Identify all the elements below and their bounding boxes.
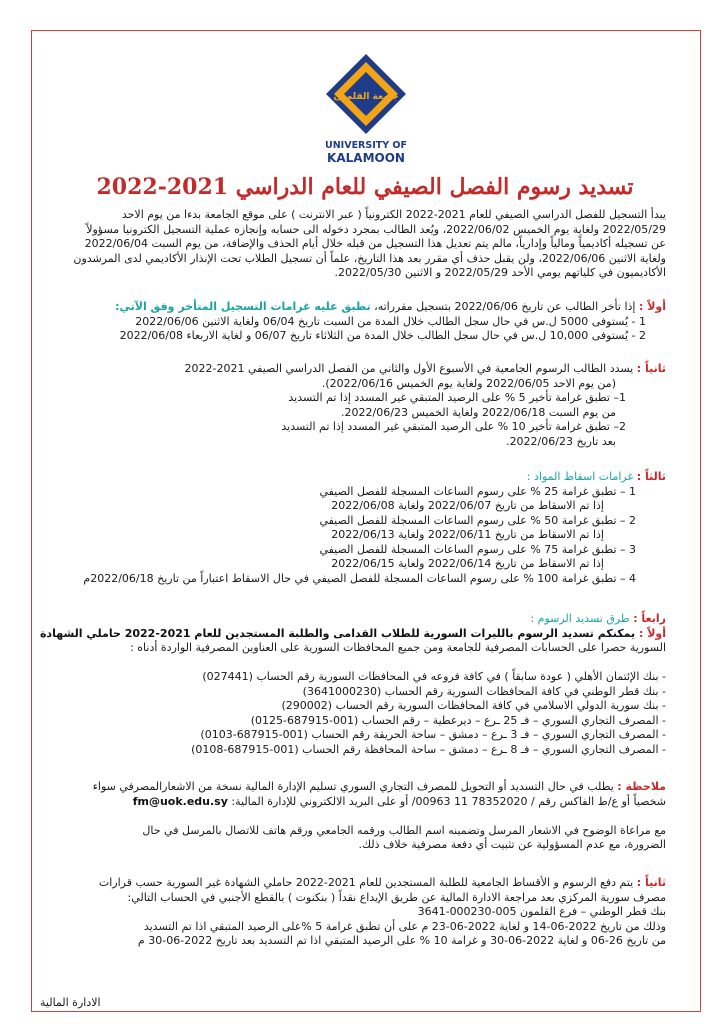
logo-line2: KALAMOON (327, 151, 405, 164)
intro-line: يبدأ التسجيل للفصل الدراسي الصيفي للعام 2021-2022 الكترونياً ( عبر الانترنت ) على موقع الجامعة بدءا من يوم الاحد (121, 208, 666, 221)
list-item: 1 – تطبق غرامة 25 % على رسوم الساعات المسجلة للفصل الصيفي (319, 484, 636, 498)
list-item: 2 - يُستوفى 10,000 ل.س في حال سجل الطالب خلال المدة من الثلاثاء تاريخ 06/07 و لغاية الاربعاء 2022/06/08 (119, 329, 646, 342)
section-text: وذلك من تاريخ 2022-06-14 و لغاية 2022-06-23 م على أن تطبق غرامة 5 %على الرصيد المتبقي اذا تم التسديد (143, 919, 666, 933)
page-title: تسديد رسوم الفصل الصيفي للعام الدراسي 2021-2022 (96, 174, 634, 200)
bank-item: - المصرف التجاري السوري – فـ 3 ـرع – دمشق – ساحة الحريقة رقم الحساب (001-687915-0103) (200, 728, 666, 741)
section-text: إذا تأخر الطالب عن تاريخ 2022/06/06 بتسجيل مقرراته، (374, 300, 636, 313)
section-label: أولاً : (638, 300, 666, 313)
section-fourth (39, 612, 666, 757)
subsection-label: أولاً : (638, 626, 666, 640)
subsection-label: ثانياً : (636, 876, 666, 889)
university-logo (318, 52, 414, 164)
section-second (56, 362, 666, 449)
email-link[interactable]: fm@uok.edu.sy (132, 794, 228, 808)
section-foreign-payment (56, 876, 666, 949)
section-label: رابعاً : (633, 612, 666, 625)
section-first (56, 300, 666, 344)
section-text: يسدد الطالب الرسوم الجامعية في الأسبوع الأول والثاني من الفصل الدراسي الصيفي 2021-2022 (184, 362, 634, 375)
bank-item: - بنك الإئتمان الأهلي ( عودة سابقاً ) في كافة فروعه في المحافظات السورية رقم الحساب (027441) (202, 670, 666, 683)
section-text: مصرف سورية المركزي بعد مراجعة الادارة المالية عن طريق الإيداع نقداً ( بنكنوت ) بالقطع الأجنبي في الحساب التالي: (127, 890, 666, 904)
list-item: 1– تطبق غرامة تأخير 5 % على الرصيد المتبقي غير المسدد إذا تم التسديد (288, 391, 626, 404)
intro-line: 2022/05/29 ولغاية يوم الخميس 2022/06/02، ويُعد الطالب بمجرد دخوله الى حسابه وإنجازه عملية التسجيل الكترونيا مسؤولاً (86, 222, 666, 236)
intro-line: ولغاية الاثنين 2022/06/06، ولن يقبل حذف أي مقرر بعد هذا التاريخ، علماً أن تسجيل الطلاب تحت الإنذار الأكاديمي لدى المرشدون (73, 251, 666, 265)
highlight-text: تطبق عليه غرامات التسجيل المتأخر وفق الآتي: (115, 300, 371, 313)
note-label: ملاحظة : (617, 780, 666, 793)
intro-paragraph (56, 208, 666, 281)
bank-item: - المصرف التجاري السوري – فـ 8 ـرع – دمشق – ساحة المحافظة رقم الحساب (001-687915-0108) (191, 742, 666, 756)
list-item: من يوم السبت 2022/06/18 ولغاية الخميس 2022/06/23. (341, 405, 616, 419)
note-text: شخصياً أو ع/ط الفاكس رقم / 78352020 11 00963/ أو على البريد الالكتروني للإدارة المالية: (231, 794, 666, 808)
section-label: ثانياً : (636, 362, 666, 375)
logo-emblem (318, 52, 414, 164)
footer-signature: الادارة المالية (40, 996, 101, 1009)
list-item: إذا تم الاسقاط من تاريخ 2022/06/14 ولغاية 2022/06/15 (331, 557, 604, 570)
intro-line: الأكاديميون في كلياتهم يومي الأحد 2022/05/29 و الاثنين 2022/05/30. (334, 266, 666, 279)
section-text: بنك قطر الوطني – فرع القلمون 005-000230-3641 (417, 905, 666, 918)
section-label: ثالثاً : (636, 470, 666, 483)
list-item: بعد تاريخ 2022/06/23. (506, 434, 616, 448)
note-text: الضرورة، مع عدم المسؤولية عن تثبيت أي دفعة مصرفية خلاف ذلك. (358, 838, 666, 851)
intro-line: عن تسجيله أكاديمياً ومالياً وإدارياً، مالم يتم تعديل هذا التسجيل من قبله خلال أيام الحذف والإضافة، من يوم السبت 2022/06/04 (84, 237, 666, 250)
list-item: إذا تم الاسقاط من تاريخ 2022/06/11 ولغاية 2022/06/13 (331, 528, 604, 541)
section-text: يمكنكم تسديد الرسوم بالليرات السورية للطلاب القدامى والطلبة المستجدين للعام 2021-2022 حاملي الشهادة (39, 626, 636, 640)
list-item: 2– تطبق غرامة تأخير 10 % على الرصيد المتبقي غير المسدد إذا تم التسديد (281, 420, 626, 433)
list-item: 3 – تطبق غرامة 75 % على رسوم الساعات المسجلة للفصل الصيفي (319, 542, 636, 556)
section-third (56, 470, 666, 586)
list-item: 1 - يُستوفى 5000 ل.س في حال سجل الطالب خلال المدة من السبت تاريخ 06/04 ولغاية الاثنين 2022/06/06 (135, 314, 646, 328)
list-item: إذا تم الاسقاط من تاريخ 2022/06/07 ولغاية 2022/06/08 (331, 499, 604, 512)
list-item: 4 – تطبق غرامة 100 % على رسوم الساعات المسجلة للفصل الصيفي في حال الاسقاط اعتباراً من تاريخ 2022/06/18م (83, 571, 636, 585)
bank-item: - بنك قطر الوطني في كافة المحافظات السورية رقم الحساب (3641000230) (302, 684, 666, 698)
bank-item: - المصرف التجاري السوري – فـ 25 ـرع – ديرعطية – رقم الحساب (001-687915-0125) (250, 713, 666, 727)
section-text: من تاريخ 26-06 و لغاية 2022-06-30 و غرامة 10 % على الرصيد المتبقي اذا تم التسديد بعد تاريخ 2022-06-30 م (137, 934, 666, 947)
note-text: يطلب في حال التسديد أو التحويل للمصرف التجاري السوري تسليم الإدارة المالية نسخة من الاشعارالمصرفي سواء (92, 780, 614, 793)
list-item: 2 – تطبق غرامة 50 % على رسوم الساعات المسجلة للفصل الصيفي (319, 513, 636, 527)
section-text: السورية حصرا على الحسابات المصرفية للجامعة ومن جميع المحافظات السورية على العناوين المصرفية الواردة أدناه : (130, 641, 666, 654)
note-text: مع مراعاة الوضوح في الاشعار المرسل وتضمينه اسم الطالب ورقمه الجامعي ورقم هاتف للاتصال بالمرسل في حال (142, 823, 666, 837)
section-heading: غرامات اسقاط المواد : (526, 470, 634, 483)
section-heading: طرق تسديد الرسوم : (530, 612, 630, 625)
svg-text:جامعة القلمون: جامعة القلمون (333, 92, 399, 102)
bank-item: - بنك سورية الدولي الاسلامي في كافة المحافظات السورية رقم الحساب (290002) (281, 699, 666, 712)
logo-line1: UNIVERSITY OF (325, 140, 407, 151)
section-text: يتم دفع الرسوم و الأقساط الجامعية للطلبة المستجدين للعام 2021-2022 حاملي الشهادة غير السورية حسب قرارات (98, 876, 634, 889)
section-note (56, 780, 666, 853)
section-text: (من يوم الاحد 2022/06/05 ولغاية يوم الخميس 2022/06/16). (321, 376, 616, 390)
